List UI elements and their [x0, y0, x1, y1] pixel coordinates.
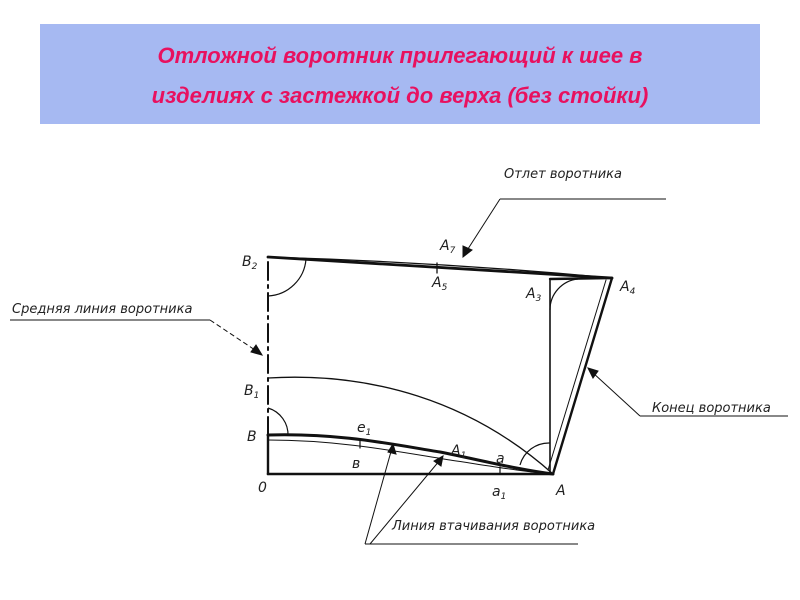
- point-label-b2: $В_2$: [242, 254, 258, 272]
- point-label-a: А: [556, 483, 566, 499]
- callout-otlet-pointer: [466, 199, 500, 252]
- middle-curve-b1-a: [268, 377, 553, 474]
- point-label-a-lower: а: [496, 451, 505, 467]
- point-label-b1: $В_1$: [244, 383, 260, 401]
- point-label-a1-upper: $А_1$: [451, 443, 467, 461]
- point-label-a7: $А_7$: [440, 238, 456, 256]
- callout-srednyaya-label: Средняя линия воротника: [12, 302, 193, 317]
- angle-arc-b2: [268, 259, 306, 296]
- title-line-1: Отложной воротник прилегающий к шее в: [157, 43, 643, 68]
- point-label-a4: $А_4$: [620, 279, 636, 297]
- callout-otlet-arrowhead: [463, 246, 472, 257]
- point-label-a3: $А_3$: [526, 286, 542, 304]
- stitching-line-inner-curve: [268, 440, 553, 474]
- collar-end-a4-a: [553, 278, 612, 474]
- callout-otlet-label: Отлет воротника: [504, 167, 622, 182]
- angle-arc-a: [520, 443, 550, 465]
- point-label-o: 0: [258, 480, 267, 496]
- angle-arc-a3: [550, 279, 578, 310]
- collar-end-inner-line: [548, 280, 606, 470]
- point-label-a5: $А_5$: [432, 275, 448, 293]
- line-a3-a4: [550, 278, 612, 279]
- callout-srednyaya-pointer: [210, 320, 258, 352]
- title-line-2: изделиях с застежкой до верха (без стойки): [151, 83, 649, 108]
- point-label-b: В: [247, 429, 257, 445]
- callout-srednyaya-arrowhead: [251, 345, 262, 355]
- point-label-a1-lower: $а_1$: [492, 484, 507, 502]
- callout-konets-label: Конец воротника: [652, 401, 771, 416]
- point-label-e1: $е_1$: [357, 420, 372, 438]
- angle-arc-b: [268, 408, 288, 436]
- callout-konets-pointer: [592, 372, 640, 416]
- callout-vtachivanie-pointer-1: [365, 448, 392, 544]
- callout-vtachivanie-label: Линия втачивания воротника: [392, 519, 596, 534]
- point-label-v: в: [352, 456, 361, 472]
